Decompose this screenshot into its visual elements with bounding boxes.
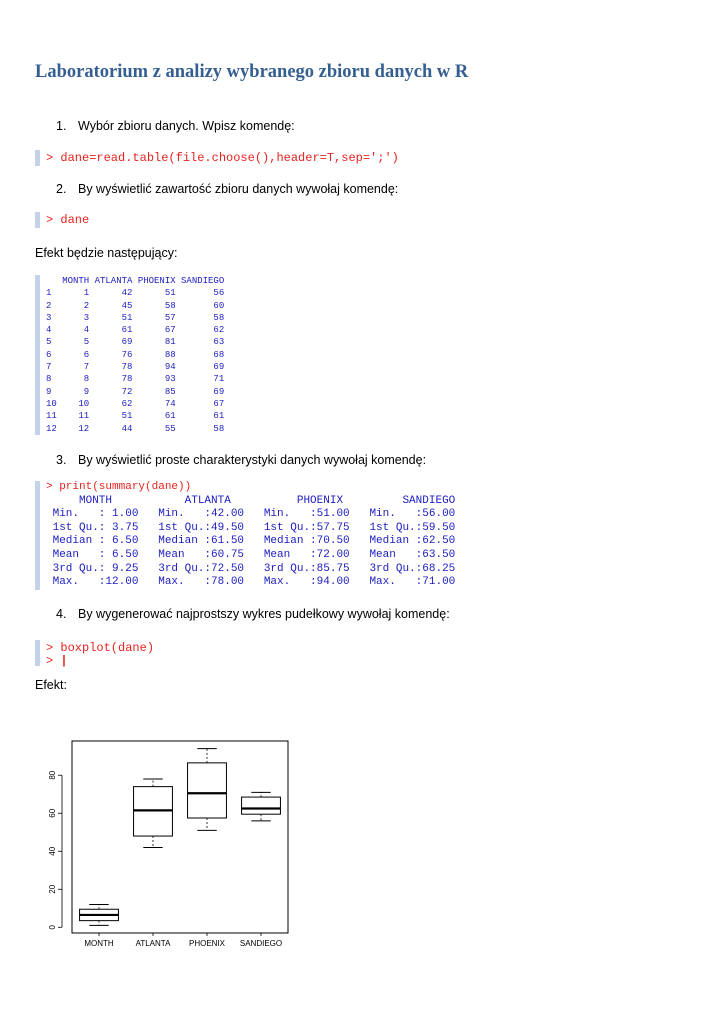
data-table-row: 5 5 69 81 63 [46, 337, 225, 348]
x-tick-label: MONTH [84, 939, 114, 948]
summary-line: Max. :12.00 Max. :78.00 Max. :94.00 Max. :71.00 [46, 576, 456, 589]
data-table-row: 8 8 78 93 71 [46, 374, 225, 385]
boxplot-chart [40, 735, 300, 957]
summary-line: 3rd Qu.: 9.25 3rd Qu.:72.50 3rd Qu.:85.75 3rd Qu.:68.25 [46, 562, 456, 575]
data-table-header: MONTH ATLANTA PHOENIX SANDIEGO [46, 276, 225, 286]
command-show-data: > dane [35, 212, 89, 228]
data-table-row: 1 1 42 51 56 [46, 288, 225, 299]
y-tick-label: 60 [48, 808, 57, 818]
step-text: By wyświetlić proste charakterystyki danych wywołaj komendę: [78, 453, 427, 467]
summary-line: Median : 6.50 Median :61.50 Median :70.50 Median :62.50 [46, 535, 456, 548]
step-2 [56, 182, 398, 196]
y-tick-label: 20 [48, 884, 57, 894]
x-tick-label: SANDIEGO [239, 939, 283, 948]
command-boxplot-line: > boxplot(dane) [46, 641, 155, 655]
y-tick-label: 80 [48, 770, 57, 780]
data-table-row: 2 2 45 58 60 [46, 300, 225, 311]
step-text: Wybór zbioru danych. Wpisz komendę: [78, 119, 295, 133]
step-text: By wygenerować najprostszy wykres pudełkowy wywołaj komendę: [78, 607, 450, 621]
text-cursor-icon: | [60, 654, 68, 668]
summary-output [35, 481, 455, 590]
step-text: By wyświetlić zawartość zbioru danych wywołaj komendę: [78, 182, 399, 196]
step-number: 3. [56, 453, 67, 467]
data-table-row: 9 9 72 85 69 [46, 386, 225, 397]
prompt-symbol: > [46, 654, 54, 668]
data-table-row: 6 6 76 88 68 [46, 349, 225, 360]
data-table-row: 10 10 62 74 67 [46, 398, 225, 409]
x-tick-label: ATLANTA [135, 939, 171, 948]
step-number: 4. [56, 607, 67, 621]
step-4 [56, 607, 450, 621]
x-tick-label: PHOENIX [188, 939, 226, 948]
command-boxplot [35, 640, 154, 666]
step-number: 1. [56, 119, 67, 133]
data-table-row: 7 7 78 94 69 [46, 362, 225, 373]
data-table-row: 4 4 61 67 62 [46, 325, 225, 336]
console-prompt [46, 656, 154, 666]
y-tick-label: 0 [48, 925, 57, 930]
box-phoenix [188, 763, 227, 818]
data-table-rows [46, 287, 224, 435]
page-title: Laboratorium z analizy wybranego zbioru danych w R [35, 62, 469, 82]
summary-line: MONTH ATLANTA PHOENIX SANDIEGO [46, 494, 456, 507]
efekt-label: Efekt: [35, 678, 67, 692]
y-tick-label: 40 [48, 846, 57, 856]
data-table-row: 3 3 51 57 58 [46, 312, 225, 323]
summary-line: 1st Qu.: 3.75 1st Qu.:49.50 1st Qu.:57.75 1st Qu.:59.50 [46, 521, 456, 534]
step-1 [56, 119, 295, 133]
step-3 [56, 453, 426, 467]
summary-lines [46, 495, 455, 590]
data-table-row: 12 12 44 55 58 [46, 423, 225, 434]
summary-line: Mean : 6.50 Mean :60.75 Mean :72.00 Mean :63.50 [46, 548, 456, 561]
data-table-output [35, 275, 224, 435]
effect-label: Efekt będzie następujący: [35, 246, 178, 260]
data-table-row: 11 11 51 61 61 [46, 411, 225, 422]
box-sandiego [242, 797, 281, 814]
command-summary: > print(summary(dane)) [46, 481, 192, 493]
command-read-table: > dane=read.table(file.choose(),header=T,sep=';') [35, 150, 399, 166]
step-number: 2. [56, 182, 67, 196]
summary-line: Min. : 1.00 Min. :42.00 Min. :51.00 Min. :56.00 [46, 508, 456, 521]
